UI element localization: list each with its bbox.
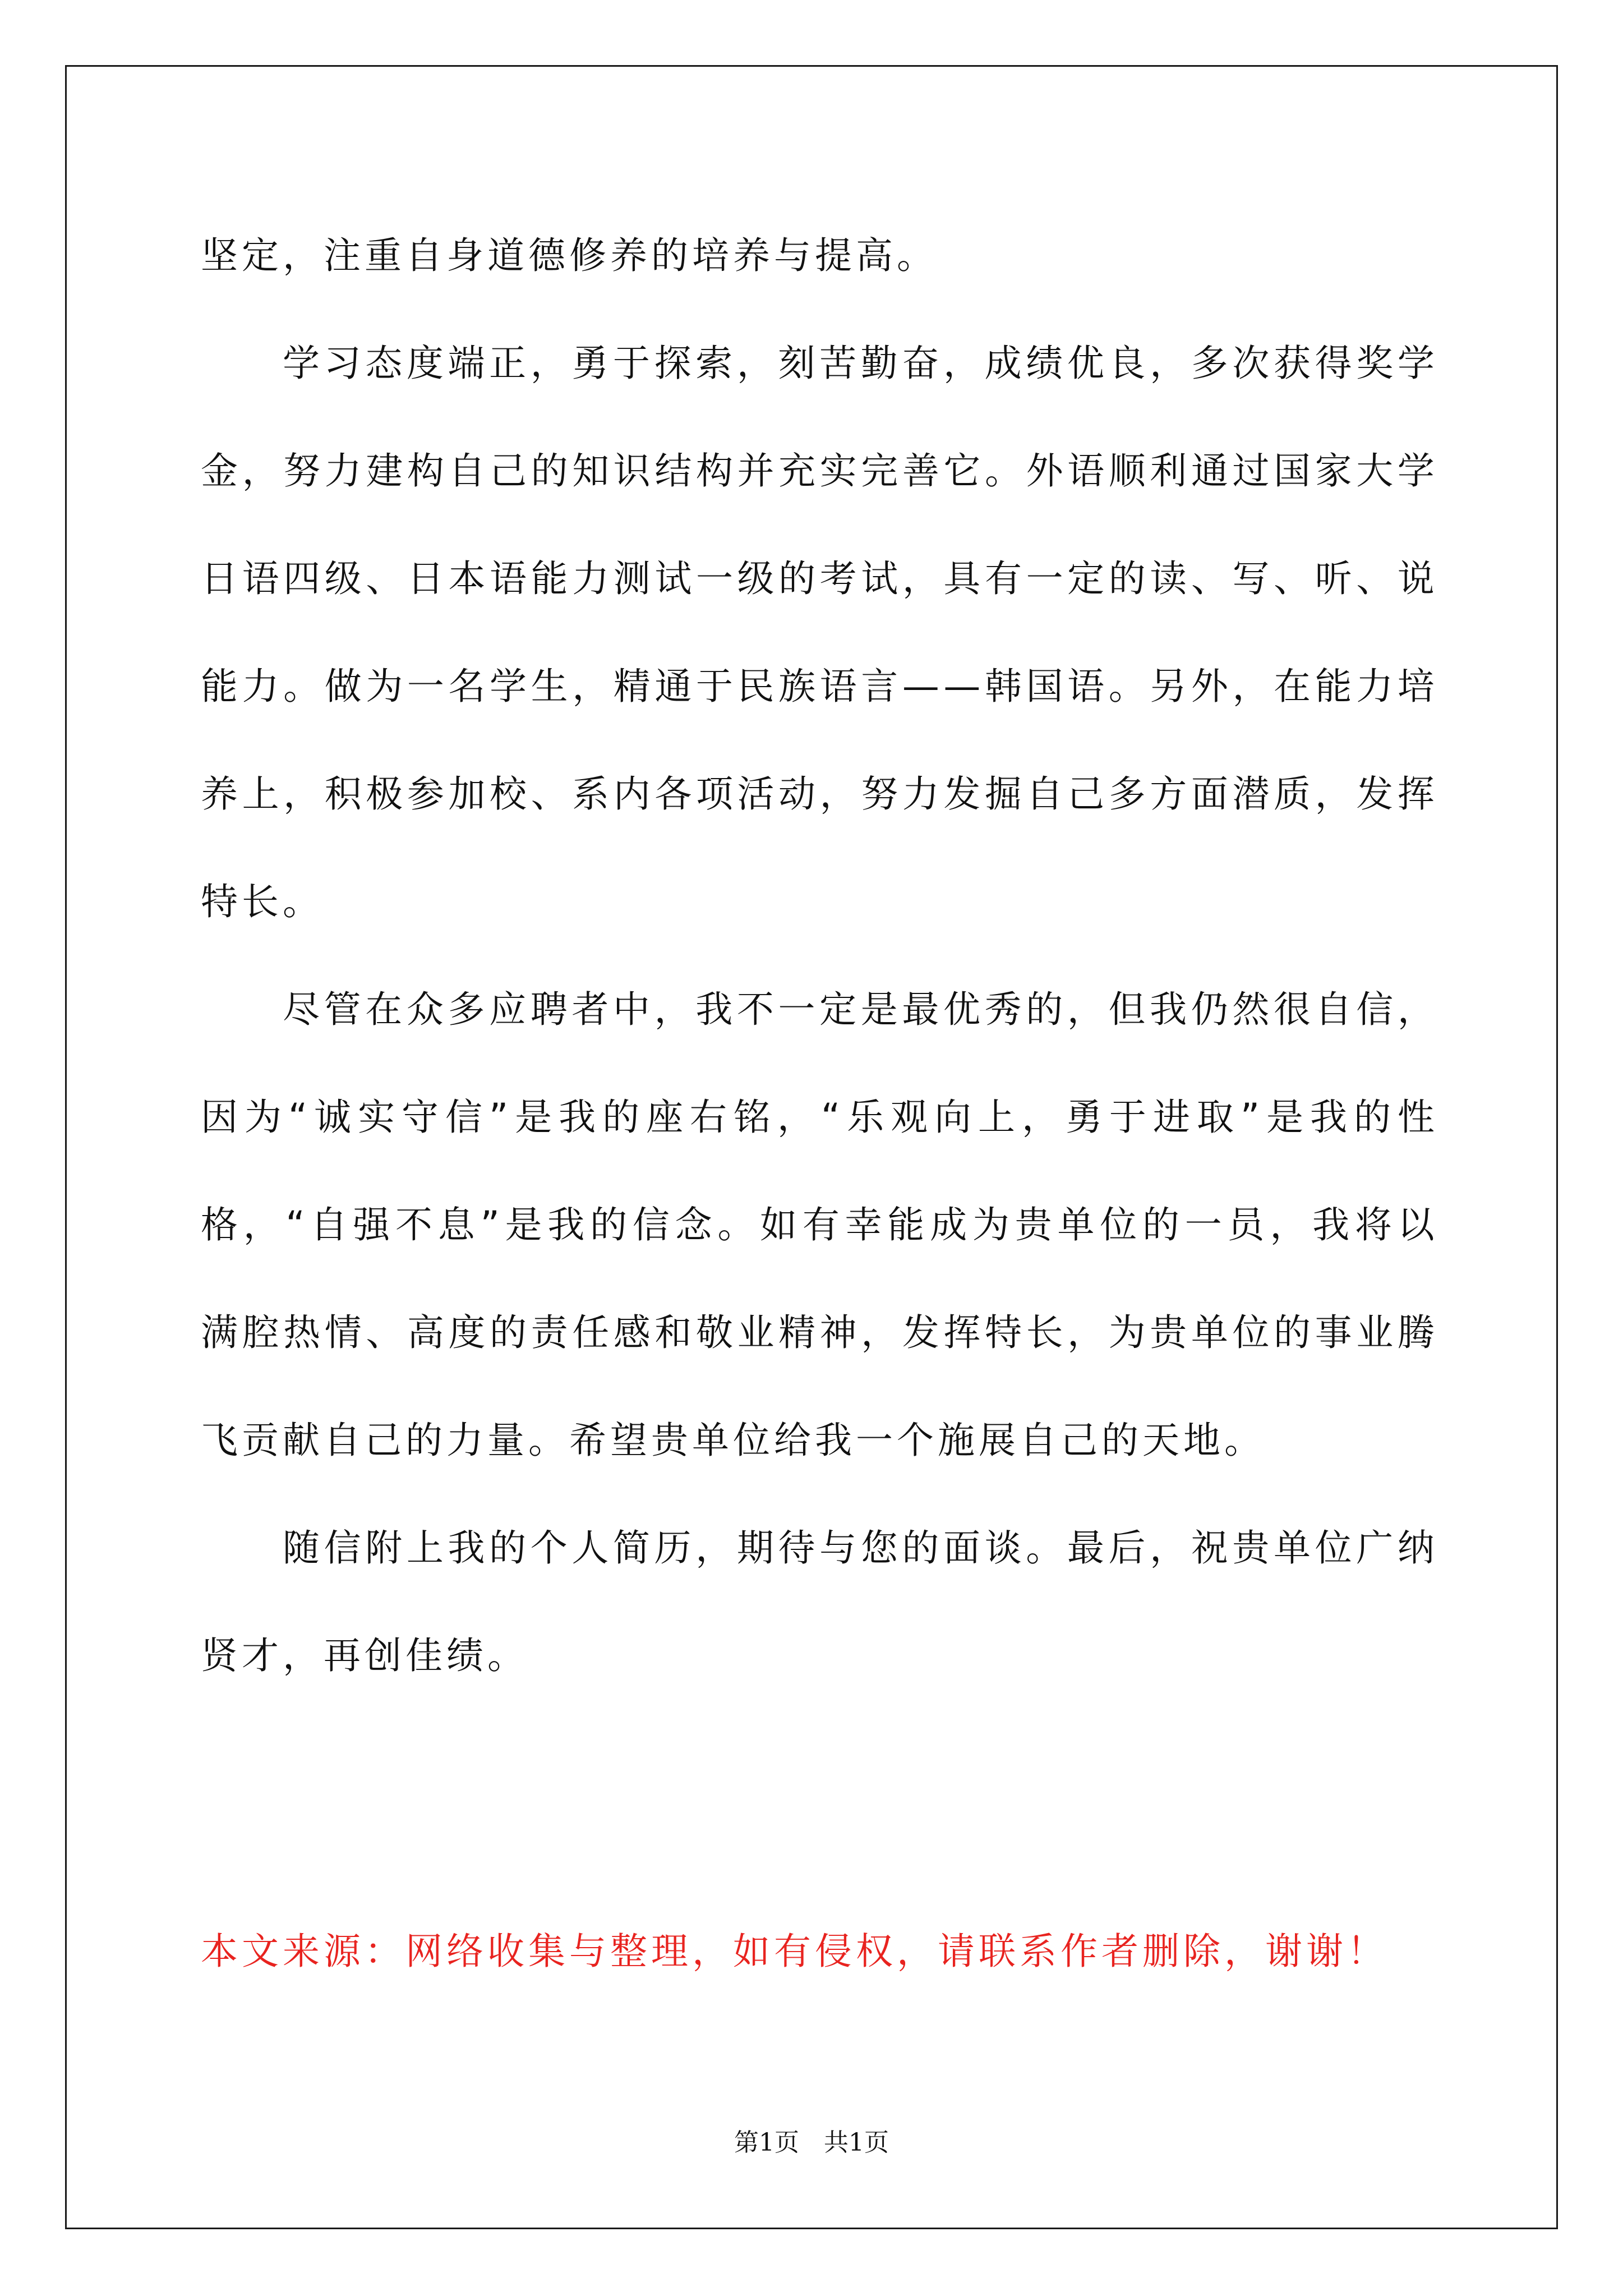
paragraph-2-line-4: 能 力 。 做 为 一 名 学 生 ， 精 通 于 民 族 语 言 — — 韩 国 语 。 另 外 ， 在 能 力 培 <box>201 665 1435 708</box>
paragraph-3-line-4: 满 腔 热 情 、 高 度 的 责 任 感 和 敬 业 精 神 ， 发 挥 特 长 ， 为 贵 单 位 的 事 业 腾 <box>201 1311 1435 1354</box>
paragraph-3-line-1: 尽 管 在 众 多 应 聘 者 中 ， 我 不 一 定 是 最 优 秀 的 ， 但 我 仍 然 很 自 信 ， <box>283 988 1435 1031</box>
paragraph-3-line-3: 格 ， “ 自 强 不 息 ” 是 我 的 信 念 。 如 有 幸 能 成 为 贵 单 位 的 一 员 ， 我 将 以 <box>201 1203 1435 1246</box>
document-body <box>201 202 1435 1710</box>
paragraph-2-line-3: 日 语 四 级 、 日 本 语 能 力 测 试 一 级 的 考 试 ， 具 有 一 定 的 读 、 写 、 听 、 说 <box>201 557 1435 600</box>
paragraph-2-line-1: 学 习 态 度 端 正 ， 勇 于 探 索 ， 刻 苦 勤 奋 ， 成 绩 优 良 ， 多 次 获 得 奖 学 <box>283 342 1435 385</box>
paragraph-2-line-2: 金 ， 努 力 建 构 自 己 的 知 识 结 构 并 充 实 完 善 它 。 外 语 顺 利 通 过 国 家 大 学 <box>201 449 1435 493</box>
paragraph-2-line-6: 特长。 <box>201 880 324 923</box>
paragraph-4-line-2: 贤才，再创佳绩。 <box>201 1634 528 1677</box>
paragraph-3-line-5: 飞贡献自己的力量。希望贵单位给我一个施展自己的天地。 <box>201 1419 1265 1462</box>
paragraph-3-line-2: 因 为 “ 诚 实 守 信 ” 是 我 的 座 右 铭 ， “ 乐 观 向 上 ， 勇 于 进 取 ” 是 我 的 性 <box>201 1096 1435 1139</box>
paragraph-4-line-1: 随 信 附 上 我 的 个 人 简 历 ， 期 待 与 您 的 面 谈 。 最 后 ， 祝 贵 单 位 广 纳 <box>283 1526 1435 1570</box>
paragraph-1-line-1: 坚定，注重自身道德修养的培养与提高。 <box>201 234 938 277</box>
source-note: 本文来源：网络收集与整理，如有侵权，请联系作者删除，谢谢！ <box>201 1930 1388 1973</box>
paragraph-2-line-5: 养 上 ， 积 极 参 加 校 、 系 内 各 项 活 动 ， 努 力 发 掘 自 己 多 方 面 潜 质 ， 发 挥 <box>201 772 1435 816</box>
page-number-footer: 第1页 共1页 <box>734 2128 889 2157</box>
